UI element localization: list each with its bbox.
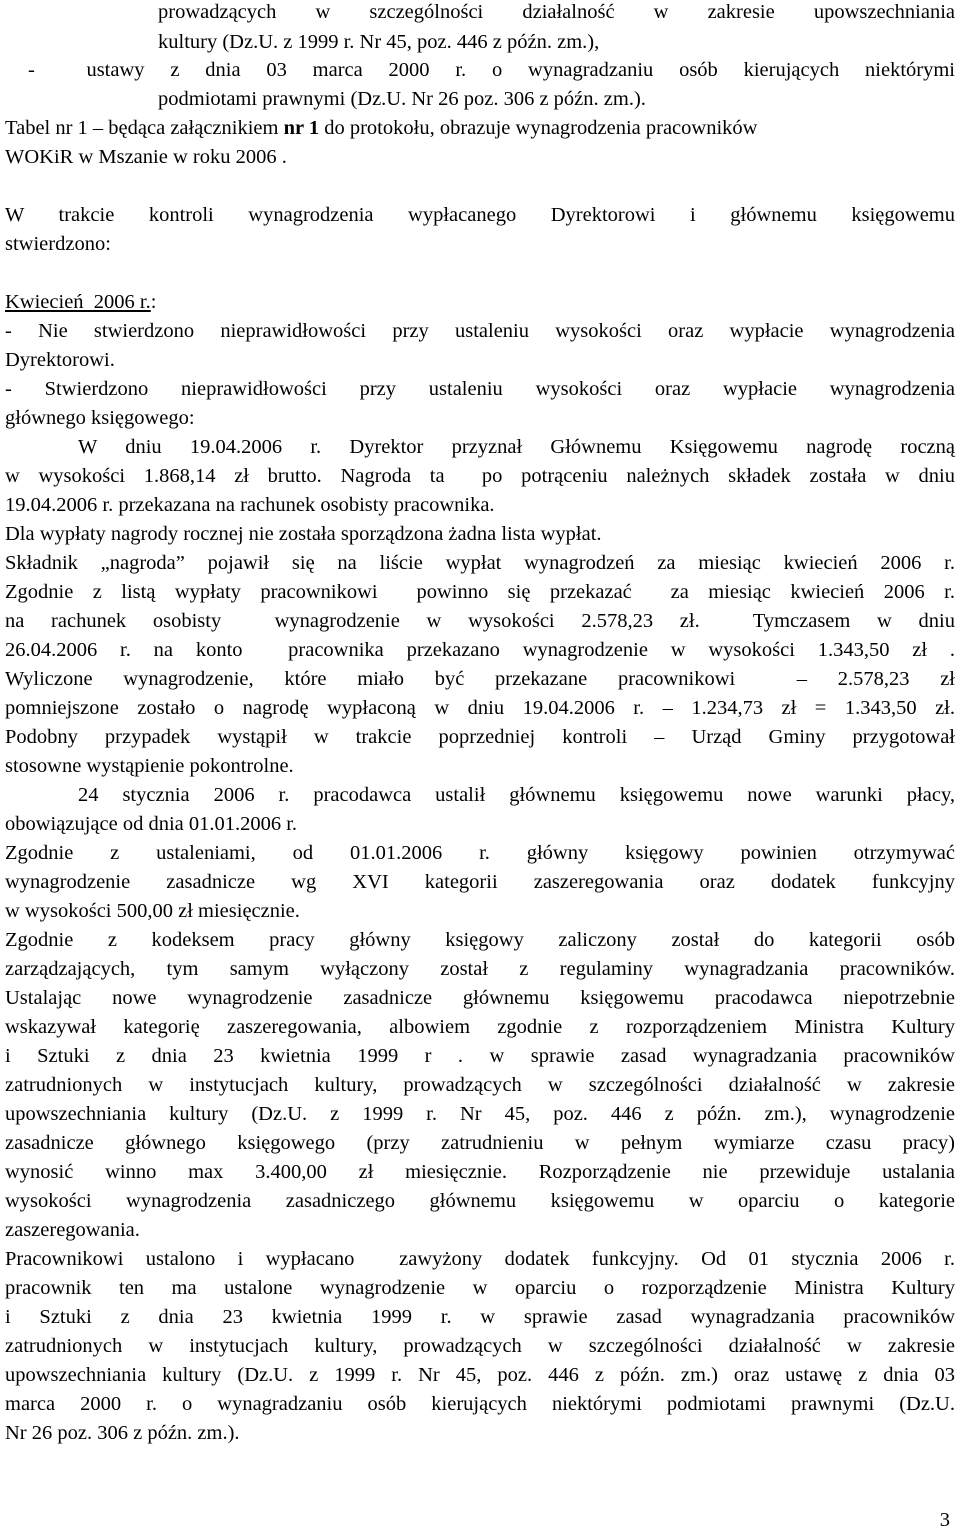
text-line: Dyrektorowi. <box>5 349 115 371</box>
text-line: pomniejszone zostało o nagrodę wypłaconą w dniu 19.04.2006 r. – 1.234,73 zł = 1.343,50 zł. <box>5 697 955 719</box>
text-line: Dla wypłaty nagrody rocznej nie została sporządzona żadna lista wypłat. <box>5 523 602 545</box>
text-line: zarządzających, tym samym wyłączony został z regulaminy wynagradzania pracowników. <box>5 958 955 980</box>
text-line: 19.04.2006 r. przekazana na rachunek osobisty pracownika. <box>5 494 495 516</box>
section-heading <box>5 290 955 316</box>
text-line: Zgodnie z kodeksem pracy główny księgowy zaliczony został do kategorii osób <box>5 929 955 951</box>
paragraph-line <box>5 116 955 142</box>
text-line: Pracownikowi ustalono i wypłacano zawyżony dodatek funkcyjny. Od 01 stycznia 2006 r. <box>5 1248 955 1270</box>
text-line: wysokości wynagrodzenia zasadniczego głównemu księgowemu w oparciu o kategorie <box>5 1190 955 1212</box>
text-line: stwierdzono: <box>5 233 111 255</box>
text-line: 24 stycznia 2006 r. pracodawca ustalił głównemu księgowemu nowe warunki płacy, <box>78 784 955 806</box>
text-line: i Sztuki z dnia 23 kwietnia 1999 r. w sprawie zasad wynagradzania pracowników <box>5 1306 955 1328</box>
text-line: WOKiR w Mszanie w roku 2006 . <box>5 146 287 168</box>
text-line: w wysokości 1.868,14 zł brutto. Nagroda ta po potrąceniu należnych składek została w dniu <box>5 465 955 487</box>
text-line: - Nie stwierdzono nieprawidłowości przy ustaleniu wysokości oraz wypłacie wynagrodzenia <box>5 320 955 342</box>
text-line: prowadzących w szczególności działalność w zakresie upowszechniania <box>158 1 955 23</box>
text-line: stosowne wystąpienie pokontrolne. <box>5 755 294 777</box>
text-line: Nr 26 poz. 306 z późn. zm.). <box>5 1422 240 1444</box>
text-line: - ustawy z dnia 03 marca 2000 r. o wynagradzaniu osób kierujących niektórymi <box>28 59 955 81</box>
text-line: W trakcie kontroli wynagrodzenia wypłacanego Dyrektorowi i głównemu księgowemu <box>5 204 955 226</box>
text-line: Zgodnie z ustaleniami, od 01.01.2006 r. główny księgowy powinien otrzymywać <box>5 842 955 864</box>
text-line: zaszeregowania. <box>5 1219 140 1241</box>
text-segment: do protokołu, obrazuje wynagrodzenia pracowników <box>319 117 758 139</box>
text-line: Ustalając nowe wynagrodzenie zasadnicze głównemu księgowemu pracodawca niepotrzebnie <box>5 987 955 1009</box>
text-line: zatrudnionych w instytucjach kultury, prowadzących w szczególności działalność w zakresie <box>5 1335 955 1357</box>
text-line: zatrudnionych w instytucjach kultury, prowadzących w szczególności działalność w zakresie <box>5 1074 955 1096</box>
text-segment: : <box>150 291 157 313</box>
text-line: Podobny przypadek wystąpił w trakcie poprzedniej kontroli – Urząd Gminy przygotował <box>5 726 955 748</box>
text-line: obowiązujące od dnia 01.01.2006 r. <box>5 813 298 835</box>
text-line: 26.04.2006 r. na konto pracownika przekazano wynagrodzenie w wysokości 1.343,50 zł . <box>5 639 955 661</box>
text-line: marca 2000 r. o wynagradzaniu osób kierujących niektórymi podmiotami prawnymi (Dz.U. <box>5 1393 955 1415</box>
text-line: - Stwierdzono nieprawidłowości przy ustaleniu wysokości oraz wypłacie wynagrodzenia <box>5 378 955 400</box>
text-line: Zgodnie z listą wypłaty pracownikowi powinno się przekazać za miesiąc kwiecień 2006 r. <box>5 581 955 603</box>
page-number: 3 <box>939 1509 950 1531</box>
text-line: głównego księgowego: <box>5 407 195 429</box>
text-line: zasadnicze głównego księgowego (przy zatrudnieniu w pełnym wymiarze czasu pracy) <box>5 1132 955 1154</box>
text-line: i Sztuki z dnia 23 kwietnia 1999 r . w sprawie zasad wynagradzania pracowników <box>5 1045 955 1067</box>
text-line: wynagrodzenie zasadnicze wg XVI kategorii zaszeregowania oraz dodatek funkcyjny <box>5 871 955 893</box>
text-segment: Tabel nr 1 – będąca załącznikiem <box>5 117 284 139</box>
text-line: podmiotami prawnymi (Dz.U. Nr 26 poz. 306 z późn. zm.). <box>158 88 646 110</box>
text-line: kultury (Dz.U. z 1999 r. Nr 45, poz. 446 z późn. zm.), <box>158 31 600 53</box>
text-line: wskazywał kategorię zaszeregowania, albowiem zgodnie z rozporządzeniem Ministra Kultury <box>5 1016 955 1038</box>
text-line: Składnik „nagroda” pojawił się na liście wypłat wynagrodzeń za miesiąc kwiecień 2006 r. <box>5 552 955 574</box>
text-line: wynosić winno max 3.400,00 zł miesięcznie. Rozporządzenie nie przewiduje ustalania <box>5 1161 955 1183</box>
text-line: pracownik ten ma ustalone wynagrodzenie w oparciu o rozporządzenie Ministra Kultury <box>5 1277 955 1299</box>
underlined-heading: Kwiecień 2006 r. <box>5 291 151 313</box>
bold-segment: nr 1 <box>283 117 320 139</box>
text-line: na rachunek osobisty wynagrodzenie w wysokości 2.578,23 zł. Tymczasem w dniu <box>5 610 955 632</box>
text-line: W dniu 19.04.2006 r. Dyrektor przyznał Głównemu Księgowemu nagrodę roczną <box>78 436 955 458</box>
text-line: Wyliczone wynagrodzenie, które miało być przekazane pracownikowi – 2.578,23 zł <box>5 668 955 690</box>
text-line: upowszechniania kultury (Dz.U. z 1999 r. Nr 45, poz. 446 z późn. zm.), wynagrodzenie <box>5 1103 955 1125</box>
text-line: upowszechniania kultury (Dz.U. z 1999 r. Nr 45, poz. 446 z późn. zm.) oraz ustawę z dnia 03 <box>5 1364 955 1386</box>
text-line: w wysokości 500,00 zł miesięcznie. <box>5 900 300 922</box>
